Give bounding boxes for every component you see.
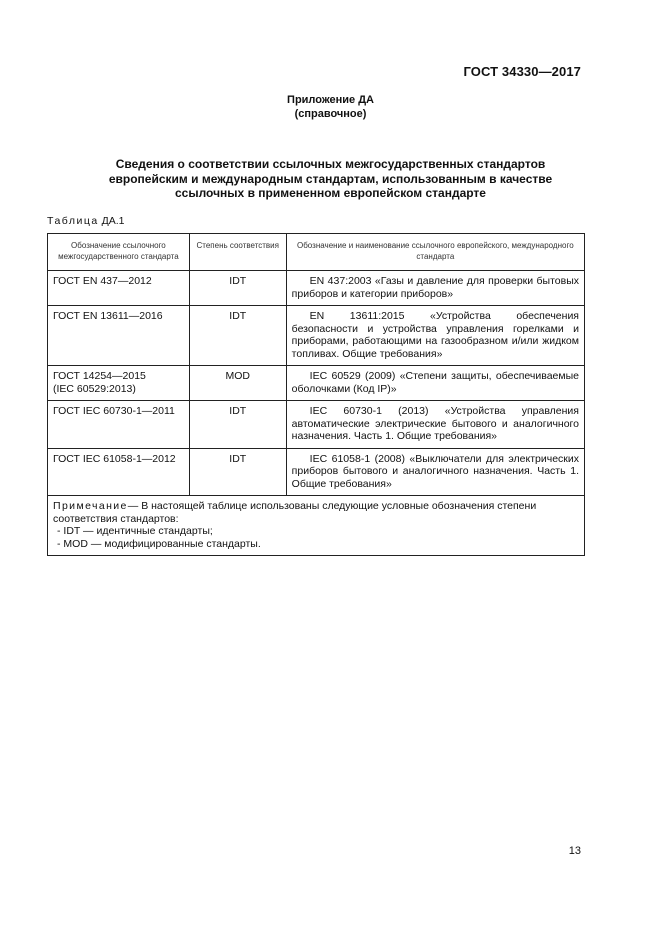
table-note	[48, 496, 585, 556]
note-item: - MOD — модифицированные стандарты.	[57, 537, 261, 550]
annex-title: Приложение ДА	[287, 94, 374, 106]
heading-line: ссылочных в примененном европейском стандарте	[175, 186, 486, 200]
section-heading	[100, 157, 561, 201]
designation-line: ГОСТ 14254—2015	[53, 370, 146, 382]
annex-header	[0, 93, 661, 121]
page-number: 13	[568, 845, 581, 857]
designation-line: (IEC 60529:2013)	[53, 382, 136, 395]
column-header-designation: Обозначение ссылочного межгосударственного стандарта	[48, 234, 190, 271]
note-lead-text: — В настоящей таблице использованы следующие условные обозначения степени соответствия стандартов:	[53, 500, 537, 525]
document-code: ГОСТ 34330—2017	[463, 64, 581, 79]
cell-designation: ГОСТ IEC 60730-1—2011	[48, 401, 190, 449]
annex-subtitle: (справочное)	[294, 108, 367, 120]
column-header-degree: Степень соответствия	[189, 234, 286, 271]
heading-line: Сведения о соответствии ссылочных межгосударственных стандартов	[115, 157, 546, 171]
cell-reference: EN 437:2003 «Газы и давление для проверки бытовых приборов и категории приборов»	[286, 271, 584, 306]
cell-designation: ГОСТ IEC 61058-1—2012	[48, 448, 190, 496]
cell-reference: IEC 60529 (2009) «Степени защиты, обеспечиваемые оболочками (Код IP)»	[286, 366, 584, 401]
table-row	[48, 366, 585, 401]
note-text	[53, 500, 579, 525]
table-row	[48, 448, 585, 496]
column-header-reference: Обозначение и наименование ссылочного европейского, международного стандарта	[286, 234, 584, 271]
table-note-row	[48, 496, 585, 556]
correspondence-table	[47, 233, 585, 556]
table-label-word: Таблица	[47, 215, 99, 227]
cell-designation: ГОСТ EN 437—2012	[48, 271, 190, 306]
cell-degree: IDT	[189, 448, 286, 496]
cell-designation	[48, 366, 190, 401]
table-row	[48, 306, 585, 366]
cell-reference: IEC 60730-1 (2013) «Устройства управления автоматические электрические бытового и аналогичного назначения. Часть 1. Общие требования»	[286, 401, 584, 449]
cell-reference: IEC 61058-1 (2008) «Выключатели для электрических приборов бытового и аналогичного назначения. Часть 1. Общие требования»	[286, 448, 584, 496]
cell-degree: IDT	[189, 401, 286, 449]
table-label-number: ДА.1	[98, 215, 125, 227]
table-row	[48, 271, 585, 306]
cell-reference: EN 13611:2015 «Устройства обеспечения безопасности и устройства управления горелками и приборами, работающими на газообразном и/или жидком топливах. Общие требования»	[286, 306, 584, 366]
table-label	[47, 215, 124, 227]
cell-degree: IDT	[189, 306, 286, 366]
cell-degree: MOD	[189, 366, 286, 401]
cell-designation: ГОСТ EN 13611—2016	[48, 306, 190, 366]
table-row	[48, 401, 585, 449]
heading-line: европейским и международным стандартам, использованным в качестве	[108, 171, 553, 186]
note-lead-word: Примечание	[53, 500, 128, 512]
table-header-row	[48, 234, 585, 271]
cell-degree: IDT	[189, 271, 286, 306]
note-item: - IDT — идентичные стандарты;	[57, 525, 213, 537]
